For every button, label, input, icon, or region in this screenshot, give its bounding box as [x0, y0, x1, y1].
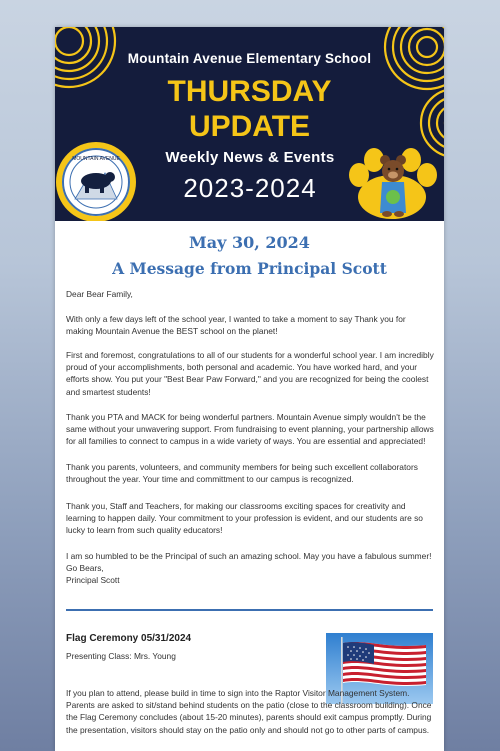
message-heading: A Message from Principal Scott: [112, 259, 387, 278]
go-bears-line: Go Bears,: [66, 563, 104, 574]
paragraph-1-block: [66, 313, 434, 337]
header-banner: [55, 27, 444, 221]
newsletter-card: [55, 27, 444, 751]
paragraph-5: Thank you, Staff and Teachers, for making our classrooms exciting spaces for creativity and learning to happen daily. Your commitment to your profession is evident, and our students are so lucky to learn from such quality educators!: [66, 501, 423, 536]
seal-text: MOUNTAIN AVENUE: [72, 156, 120, 162]
greeting: Dear Bear Family,: [66, 289, 133, 299]
bear-mascot-icon: [380, 155, 406, 217]
banner-title-line1: THURSDAY: [167, 75, 332, 108]
presenting-class: Presenting Class: Mrs. Young: [66, 651, 176, 661]
paragraph-4-block: [66, 461, 434, 485]
paragraph-5-block: [66, 500, 434, 537]
closing-line: I am so humbled to be the Principal of such an amazing school. May you have a fabulous summer!: [66, 551, 432, 561]
school-name: Mountain Avenue Elementary School: [127, 51, 372, 66]
section-divider: [66, 609, 433, 611]
banner-subtitle: Weekly News & Events: [165, 149, 335, 166]
banner-year: 2023-2024: [183, 173, 317, 203]
paragraph-3: Thank you PTA and MACK for being wonderful partners. Mountain Avenue simply wouldn't be the same without your unwavering support. From fundraising to event planning, your partnership allows for all families to connect to campus in a wide variety of ways. You are essential and appreciated!: [66, 412, 434, 447]
flag-ceremony-title: Flag Ceremony 05/31/2024: [66, 633, 192, 644]
banner-title-line2: UPDATE: [188, 110, 311, 143]
flag-ceremony-body: If you plan to attend, please build in time to sign into the Raptor Visitor Management System. Parents are asked to sit/stand behind students on the patio (close to the classroom building). Once the Flag Ceremony concludes (about 15-20 minutes), parents should exit campus promptly. During the presentation, visitors should stay on the patio only and should not go to other parts of campus.: [66, 688, 432, 735]
flag-ceremony-body-block: [66, 687, 434, 736]
paragraph-1: With only a few days left of the school year, I wanted to take a moment to say Thank you for making Mountain Avenue the BEST school on the planet!: [66, 314, 406, 337]
circles-right-icon: [421, 89, 444, 157]
message-body: [66, 288, 434, 300]
closing-block: [66, 550, 434, 587]
paragraph-2: First and foremost, congratulations to all of our students for a wonderful school year. I am incredibly proud of your accomplishments, both personal and academic. You have worked hard, and your efforts show. You put your "Best Bear Paw Forward," and you are recognized for being the coolest and smartest students!: [66, 350, 434, 397]
school-seal-icon: [56, 142, 136, 221]
message-date: May 30, 2024: [189, 233, 310, 252]
paragraph-2-block: [66, 349, 434, 398]
signature: Principal Scott: [66, 575, 120, 586]
paragraph-3-block: [66, 411, 434, 448]
paragraph-4: Thank you parents, volunteers, and community members for being such excellent collaborators throughout the year. Your time and committment to our campus is recognized.: [66, 462, 418, 485]
